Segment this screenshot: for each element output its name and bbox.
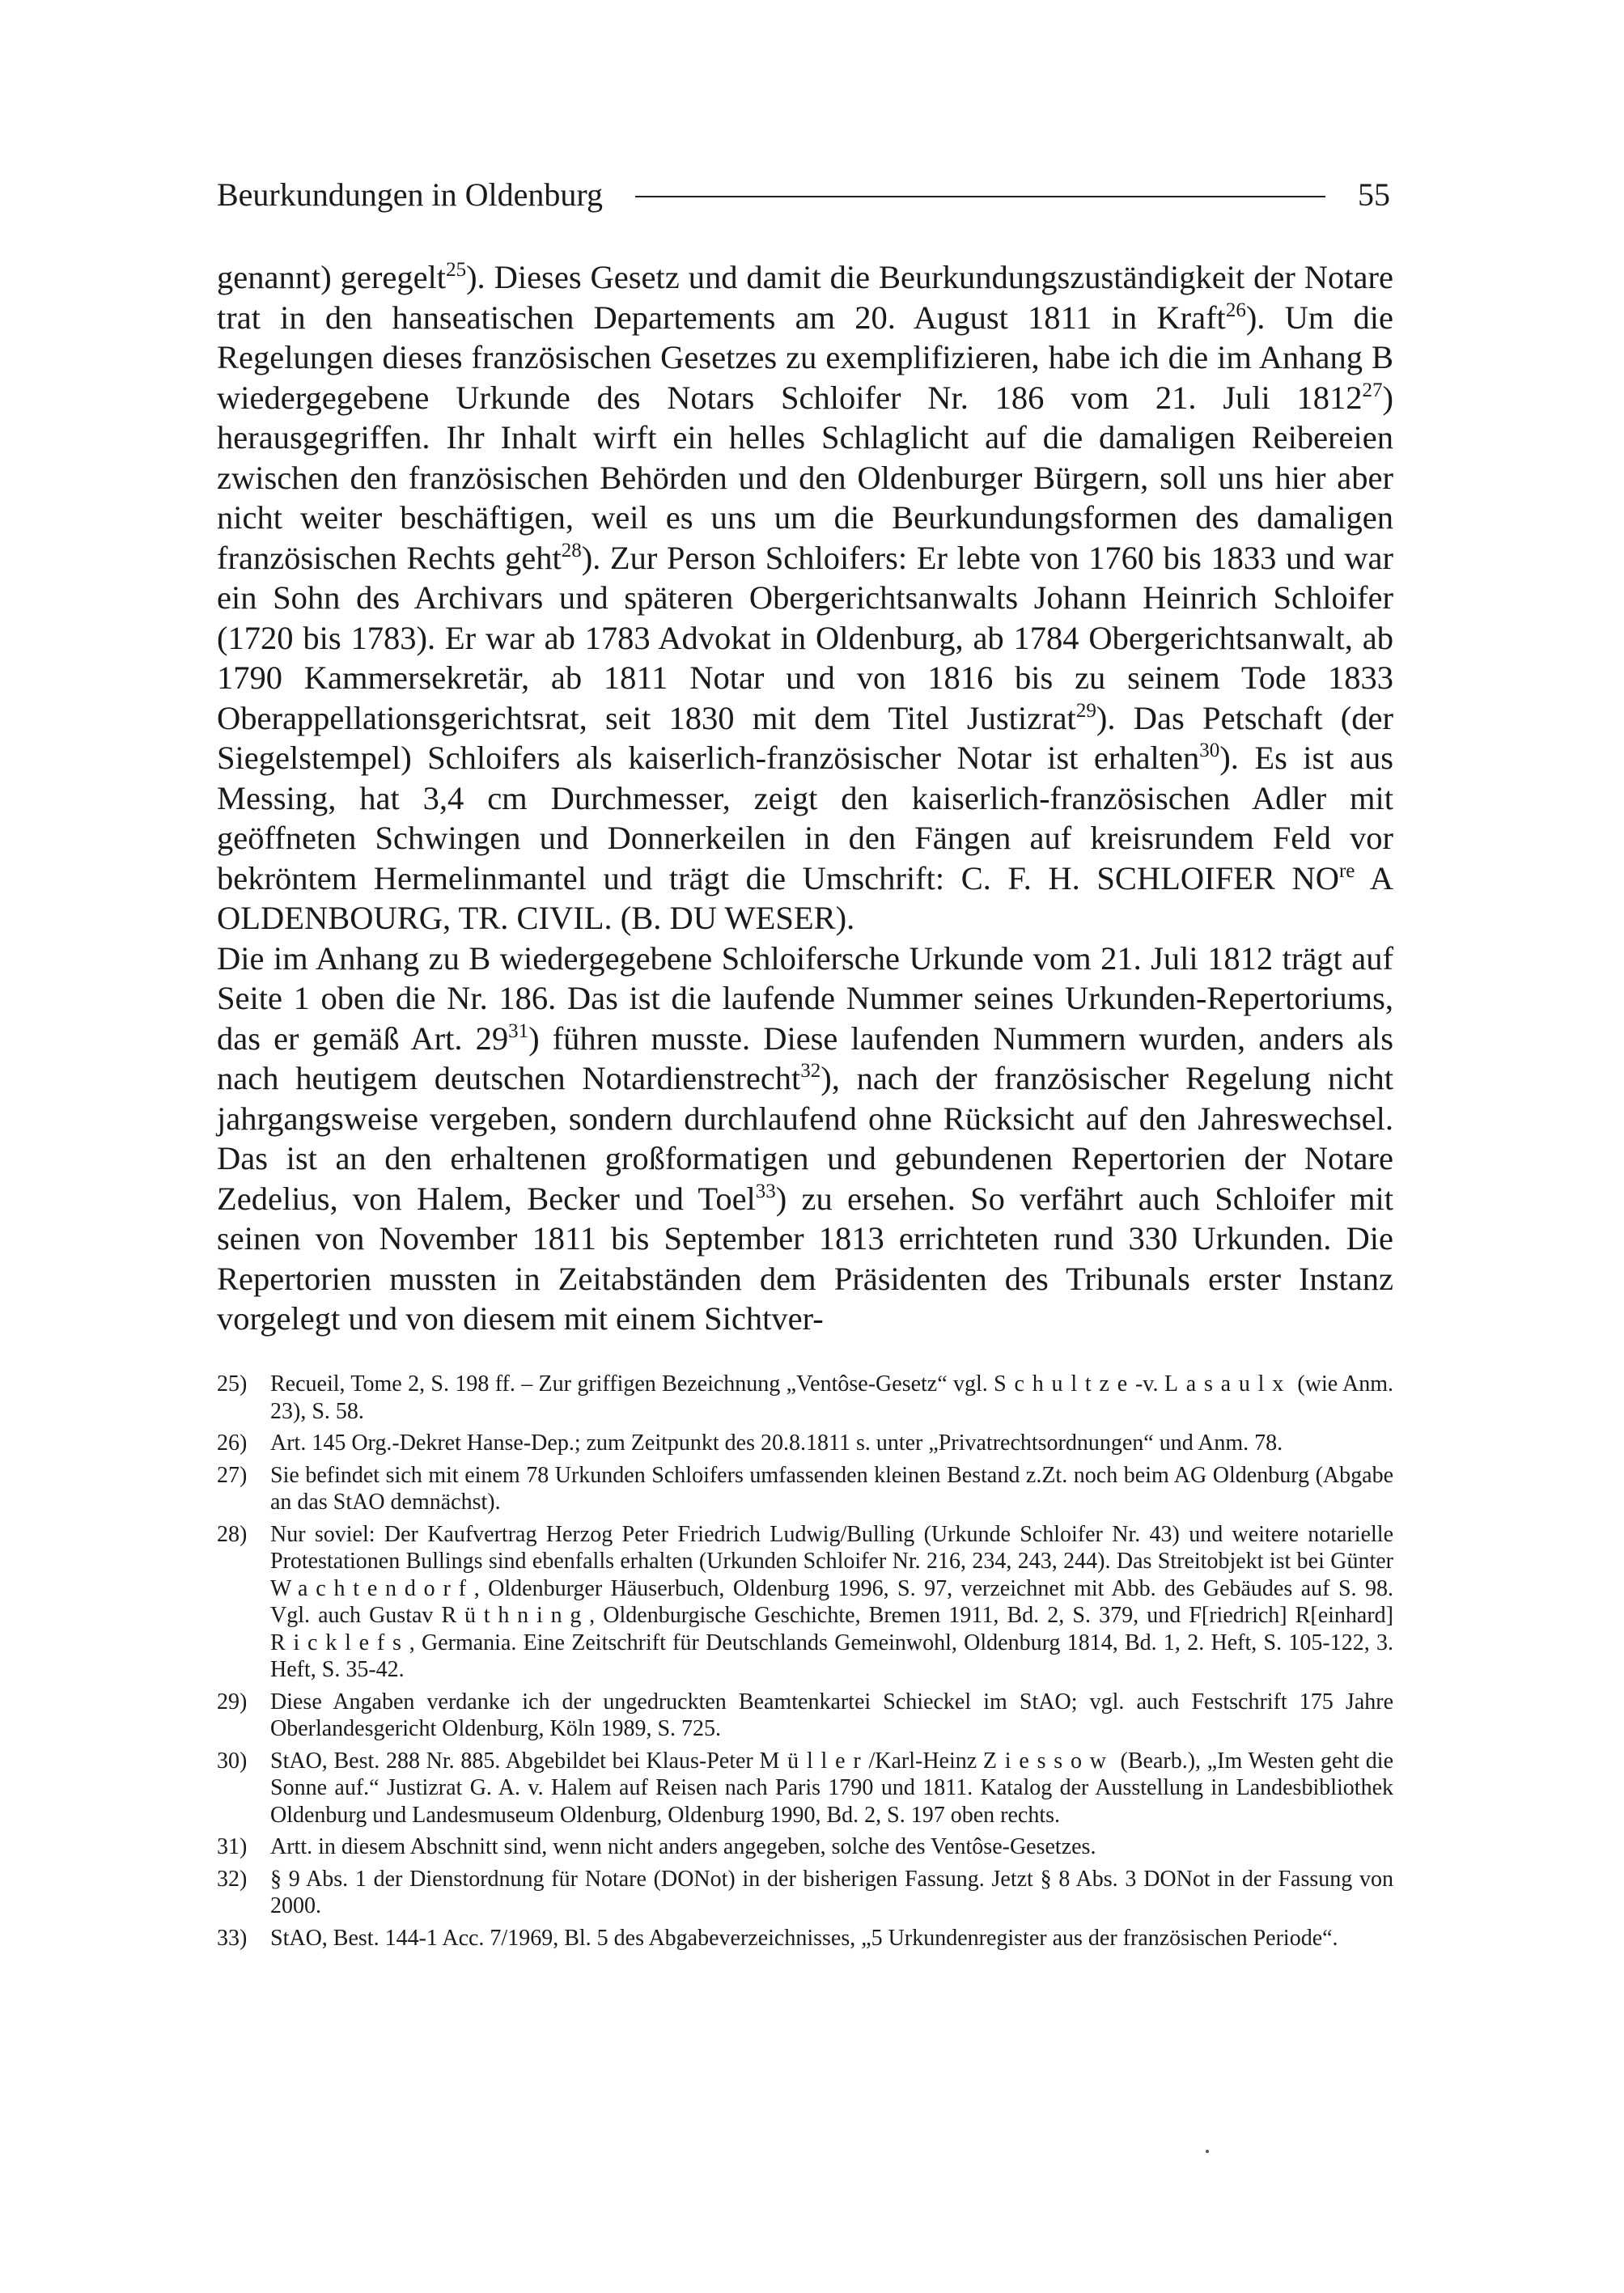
footnote-27 — [217, 1462, 1393, 1516]
footnote-text: Recueil, Tome 2, S. 198 ff. – Zur griffigen Bezeichnung „Ventôse-Gesetz“ vgl. Schultze-v. Lasaulx (wie Anm. 23), S. 58. — [270, 1371, 1393, 1424]
header-rule — [635, 196, 1325, 197]
footnote-26 — [217, 1430, 1393, 1457]
footnote-number: 31) — [217, 1834, 248, 1859]
text-run: ). Es ist aus Messing, hat 3,4 cm Durchmesser, zeigt den kaiserlich-französischen Adler mit geöffneten Schwingen und Donnerkeilen in den Fängen auf kreisrundem Feld vor bekröntem Hermelinmantel und trägt die Umschrift: C. F. H. SCHLOIFER NO — [217, 740, 1393, 896]
text-run: A OLDENBOURG, TR. CIVIL. (B. DU WESER). — [217, 859, 1393, 936]
paragraph-1 — [217, 257, 1393, 939]
footnote-number: 28) — [217, 1521, 248, 1547]
footnote-number: 33) — [217, 1925, 248, 1951]
footnote-text: Artt. in diesem Abschnitt sind, wenn nicht anders angegeben, solche des Ventôse-Gesetzes. — [270, 1834, 1096, 1859]
spaced-author-name: Müller — [759, 1748, 869, 1774]
footnote-number: 30) — [217, 1748, 248, 1774]
footnote-number: 25) — [217, 1371, 248, 1397]
footnote-text: Diese Angaben verdanke ich der ungedruckten Beamtenkartei Schieckel im StAO; vgl. auch Festschrift 175 Jahre Oberlandesgericht Oldenburg, Köln 1989, S. 725. — [270, 1689, 1393, 1741]
footnote-text: Art. 145 Org.-Dekret Hanse-Dep.; zum Zeitpunkt des 20.8.1811 s. unter „Privatrechtsordnungen“ und Anm. 78. — [270, 1430, 1283, 1456]
text-run: ). Das Petschaft (der Siegelstempel) Schloifers als kaiserlich-französischer Notar ist erhalten — [217, 699, 1394, 776]
main-text — [217, 257, 1393, 1339]
footnote-32 — [217, 1866, 1393, 1920]
footnote-text: Nur soviel: Der Kaufvertrag Herzog Peter Friedrich Ludwig/Bulling (Urkunde Schloifer Nr. 43) und weitere notarielle Protestationen Bullings sind ebenfalls erhalten (Urkunden Schloifer Nr. 216, 234, 243, 244). Das Streitobjekt ist bei Günter Wachtendorf, Oldenburger Häuserbuch, Oldenburg 1996, S. 97, verzeichnet mit Abb. des Gebäudes auf S. 98. Vgl. auch Gustav Rüthning, Oldenburgische Geschichte, Bremen 1911, Bd. 2, S. 379, und F[riedrich] R[einhard] Ricklefs, Germania. Eine Zeitschrift für Deutschlands Gemeinwohl, Oldenburg 1814, Bd. 1, 2. Heft, S. 105-122, 3. Heft, S. 35-42. — [270, 1521, 1393, 1682]
footnote-text: StAO, Best. 288 Nr. 885. Abgebildet bei Klaus-Peter Müller/Karl-Heinz Ziessow (Bearb.), „Im Westen geht die Sonne auf.“ Justizrat G. A. v. Halem auf Reisen nach Paris 1790 und 1811. Katalog der Ausstellung in Landesbibliothek Oldenburg und Landesmuseum Oldenburg, Oldenburg 1990, Bd. 2, S. 197 oben rechts. — [270, 1748, 1393, 1828]
footnote-number: 29) — [217, 1689, 248, 1714]
text-run: ), nach der französischer Regelung nicht jahrgangsweise vergeben, sondern durchlaufend ohne Rücksicht auf den Jahreswechsel. Das ist an den erhaltenen großformatigen und gebundenen Repertorien der Notare Zedelius, von Halem, Becker und Toel — [217, 1060, 1393, 1217]
footnote-number: 32) — [217, 1866, 248, 1892]
running-head-title: Beurkundungen in Oldenburg — [217, 176, 603, 213]
text-run: genannt) geregelt — [217, 259, 447, 295]
spaced-author-name: Rüthning — [441, 1603, 590, 1628]
text-run: ). Dieses Gesetz und damit die Beurkundungszuständigkeit der Notare trat in den hanseatischen Departements am 20. August 1811 in Kraft — [217, 259, 1393, 336]
footnote-29 — [217, 1689, 1393, 1743]
spaced-author-name: Ricklefs — [270, 1630, 409, 1655]
footnote-30 — [217, 1748, 1393, 1829]
footnote-ref-29: 29 — [1075, 699, 1096, 722]
footnote-ref-32: 32 — [800, 1060, 821, 1082]
footnote-number: 27) — [217, 1462, 248, 1488]
spaced-author-name: Lasaulx — [1164, 1371, 1292, 1397]
footnote-ref-30: 30 — [1199, 740, 1220, 761]
footnote-ref-27: 27 — [1362, 379, 1383, 401]
footnote-text: StAO, Best. 144-1 Acc. 7/1969, Bl. 5 des Abgabeverzeichnisses, „5 Urkundenregister aus der französischen Periode“. — [270, 1925, 1338, 1951]
text-run: ) herausgegriffen. Ihr Inhalt wirft ein helles Schlaglicht auf die damaligen Reibereien zwischen den französischen Behörden und den Oldenburger Bürgern, soll uns hier aber nicht weiter beschäftigen, weil es uns um die Beurkundungsformen des damaligen französischen Rechts geht — [217, 379, 1393, 576]
running-head — [217, 170, 1390, 218]
text-run: ) zu ersehen. So verfährt auch Schloifer mit seinen von November 1811 bis September 1813 errichteten rund 330 Urkunden. Die Repertorien mussten in Zeitabständen dem Präsidenten des Tribunals erster Instanz vorgelegt und von diesem mit einem Sichtver- — [217, 1180, 1393, 1337]
text-run: ). Zur Person Schloifers: Er lebte von 1760 bis 1833 und war ein Sohn des Archivars und späteren Obergerichtsanwalts Johann Heinrich Schloifer (1720 bis 1783). Er war ab 1783 Advokat in Oldenburg, ab 1784 Obergerichtsanwalt, ab 1790 Kammersekretär, ab 1811 Notar und von 1816 bis zu seinem Tode 1833 Oberappellationsgerichtsrat, seit 1830 mit dem Titel Justizrat — [217, 539, 1393, 736]
footnote-ref-25: 25 — [446, 259, 467, 281]
superscript-re: re — [1338, 859, 1355, 882]
spaced-author-name: Schultze — [994, 1371, 1135, 1397]
footnote-number: 26) — [217, 1430, 248, 1456]
footnote-ref-28: 28 — [561, 539, 582, 562]
footnote-25 — [217, 1371, 1393, 1425]
footnote-text: § 9 Abs. 1 der Dienstordnung für Notare (DONot) in der bisherigen Fassung. Jetzt § 8 Abs. 3 DONot in der Fassung von 2000. — [270, 1866, 1393, 1918]
text-run: ). Um die Regelungen dieses französischen Gesetzes zu exemplifizieren, habe ich die im Anhang B wiedergegebene Urkunde des Notars Schloifer Nr. 186 vom 21. Juli 1812 — [217, 299, 1393, 416]
footnotes — [217, 1371, 1393, 1956]
footnote-ref-26: 26 — [1225, 299, 1246, 321]
footnote-28 — [217, 1521, 1393, 1684]
spaced-author-name: Wachtendorf — [270, 1575, 474, 1601]
footnote-ref-33: 33 — [755, 1180, 776, 1202]
scan-speck — [1206, 2150, 1209, 2153]
paragraph-2 — [217, 939, 1393, 1339]
footnote-33 — [217, 1925, 1393, 1952]
text-run: Die im Anhang zu B wiedergegebene Schloifersche Urkunde vom 21. Juli 1812 trägt auf Seite 1 oben die Nr. 186. Das ist die laufende Nummer seines Urkunden-Repertoriums, das er gemäß Art. 29 — [217, 939, 1393, 1057]
text-run: ) führen musste. Diese laufenden Nummern wurden, anders als nach heutigem deutschen Notardienstrecht — [217, 1019, 1393, 1096]
footnote-text: Sie befindet sich mit einem 78 Urkunden Schloifers umfassenden kleinen Bestand z.Zt. noch beim AG Oldenburg (Abgabe an das StAO demnächst). — [270, 1462, 1393, 1515]
footnote-ref-31: 31 — [508, 1019, 529, 1042]
page-number: 55 — [1358, 176, 1390, 213]
spaced-author-name: Ziessow — [982, 1748, 1114, 1774]
footnote-31 — [217, 1833, 1393, 1861]
